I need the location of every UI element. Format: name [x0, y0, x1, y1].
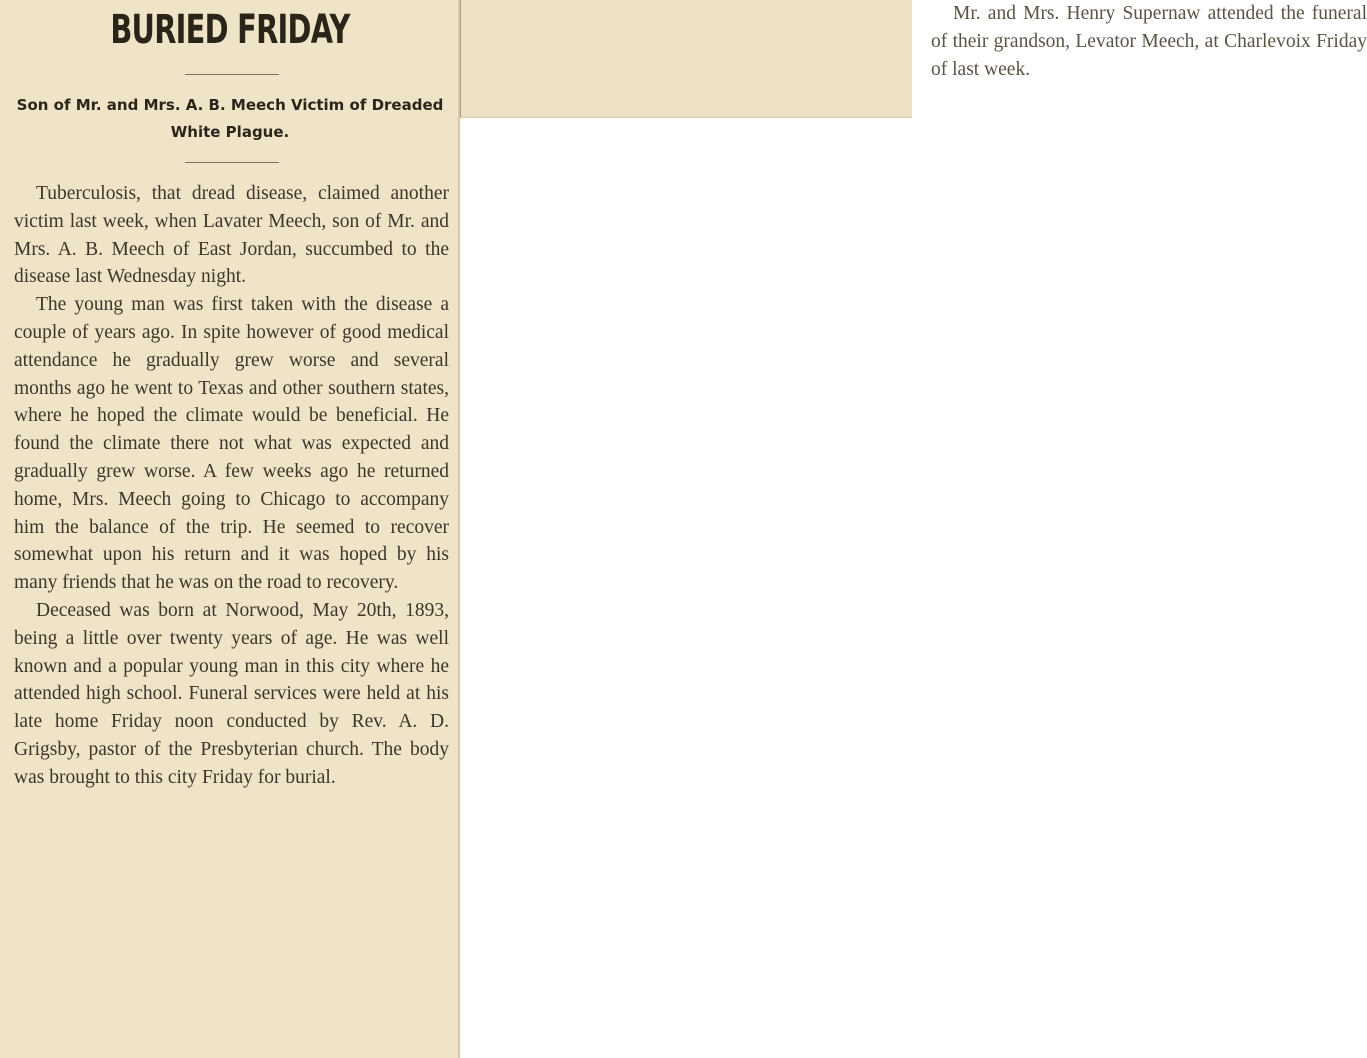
side-note: [931, 0, 1367, 84]
side-note-clipping: [460, 0, 1367, 118]
article-clipping: [0, 0, 460, 1058]
subhead-divider: [185, 162, 279, 163]
article-paragraph: Tuberculosis, that dread disease, claimed another victim last week, when Lavater Meech, son of Mr. and Mrs. A. B. Meech of East Jordan, succumbed to the disease last Wednesday night.: [14, 183, 449, 288]
headline: BURIED FRIDAY: [110, 7, 350, 53]
side-note-text: Mr. and Mrs. Henry Supernaw attended the funeral of their grandson, Levator Meech, at Charlevoix Friday of last week.: [931, 3, 1367, 80]
article-body: [14, 180, 449, 792]
article-paragraph: Deceased was born at Norwood, May 20th, 1893, being a little over twenty years of age. He was well known and a popular young man in this city where he attended high school. Funeral services were held at his late home Friday noon conducted by Rev. A. D. Grigsby, pastor of the Presbyterian church. The body was brought to this city Friday for burial.: [14, 599, 449, 788]
article-paragraph: The young man was first taken with the disease a couple of years ago. In spite however of good medical attendance he gradually grew worse and several months ago he went to Texas and other southern states, where he hoped the climate would be beneficial. He found the climate there not what was expected and gradually grew worse. A few weeks ago he returned home, Mrs. Meech going to Chicago to accompany him the balance of the trip. He seemed to recover somewhat upon his return and it was hoped by his many friends that he was on the road to recovery.: [14, 294, 449, 594]
headline-divider: [185, 74, 279, 75]
subheadline: Son of Mr. and Mrs. A. B. Meech Victim of Dreaded White Plague.: [16, 96, 444, 141]
